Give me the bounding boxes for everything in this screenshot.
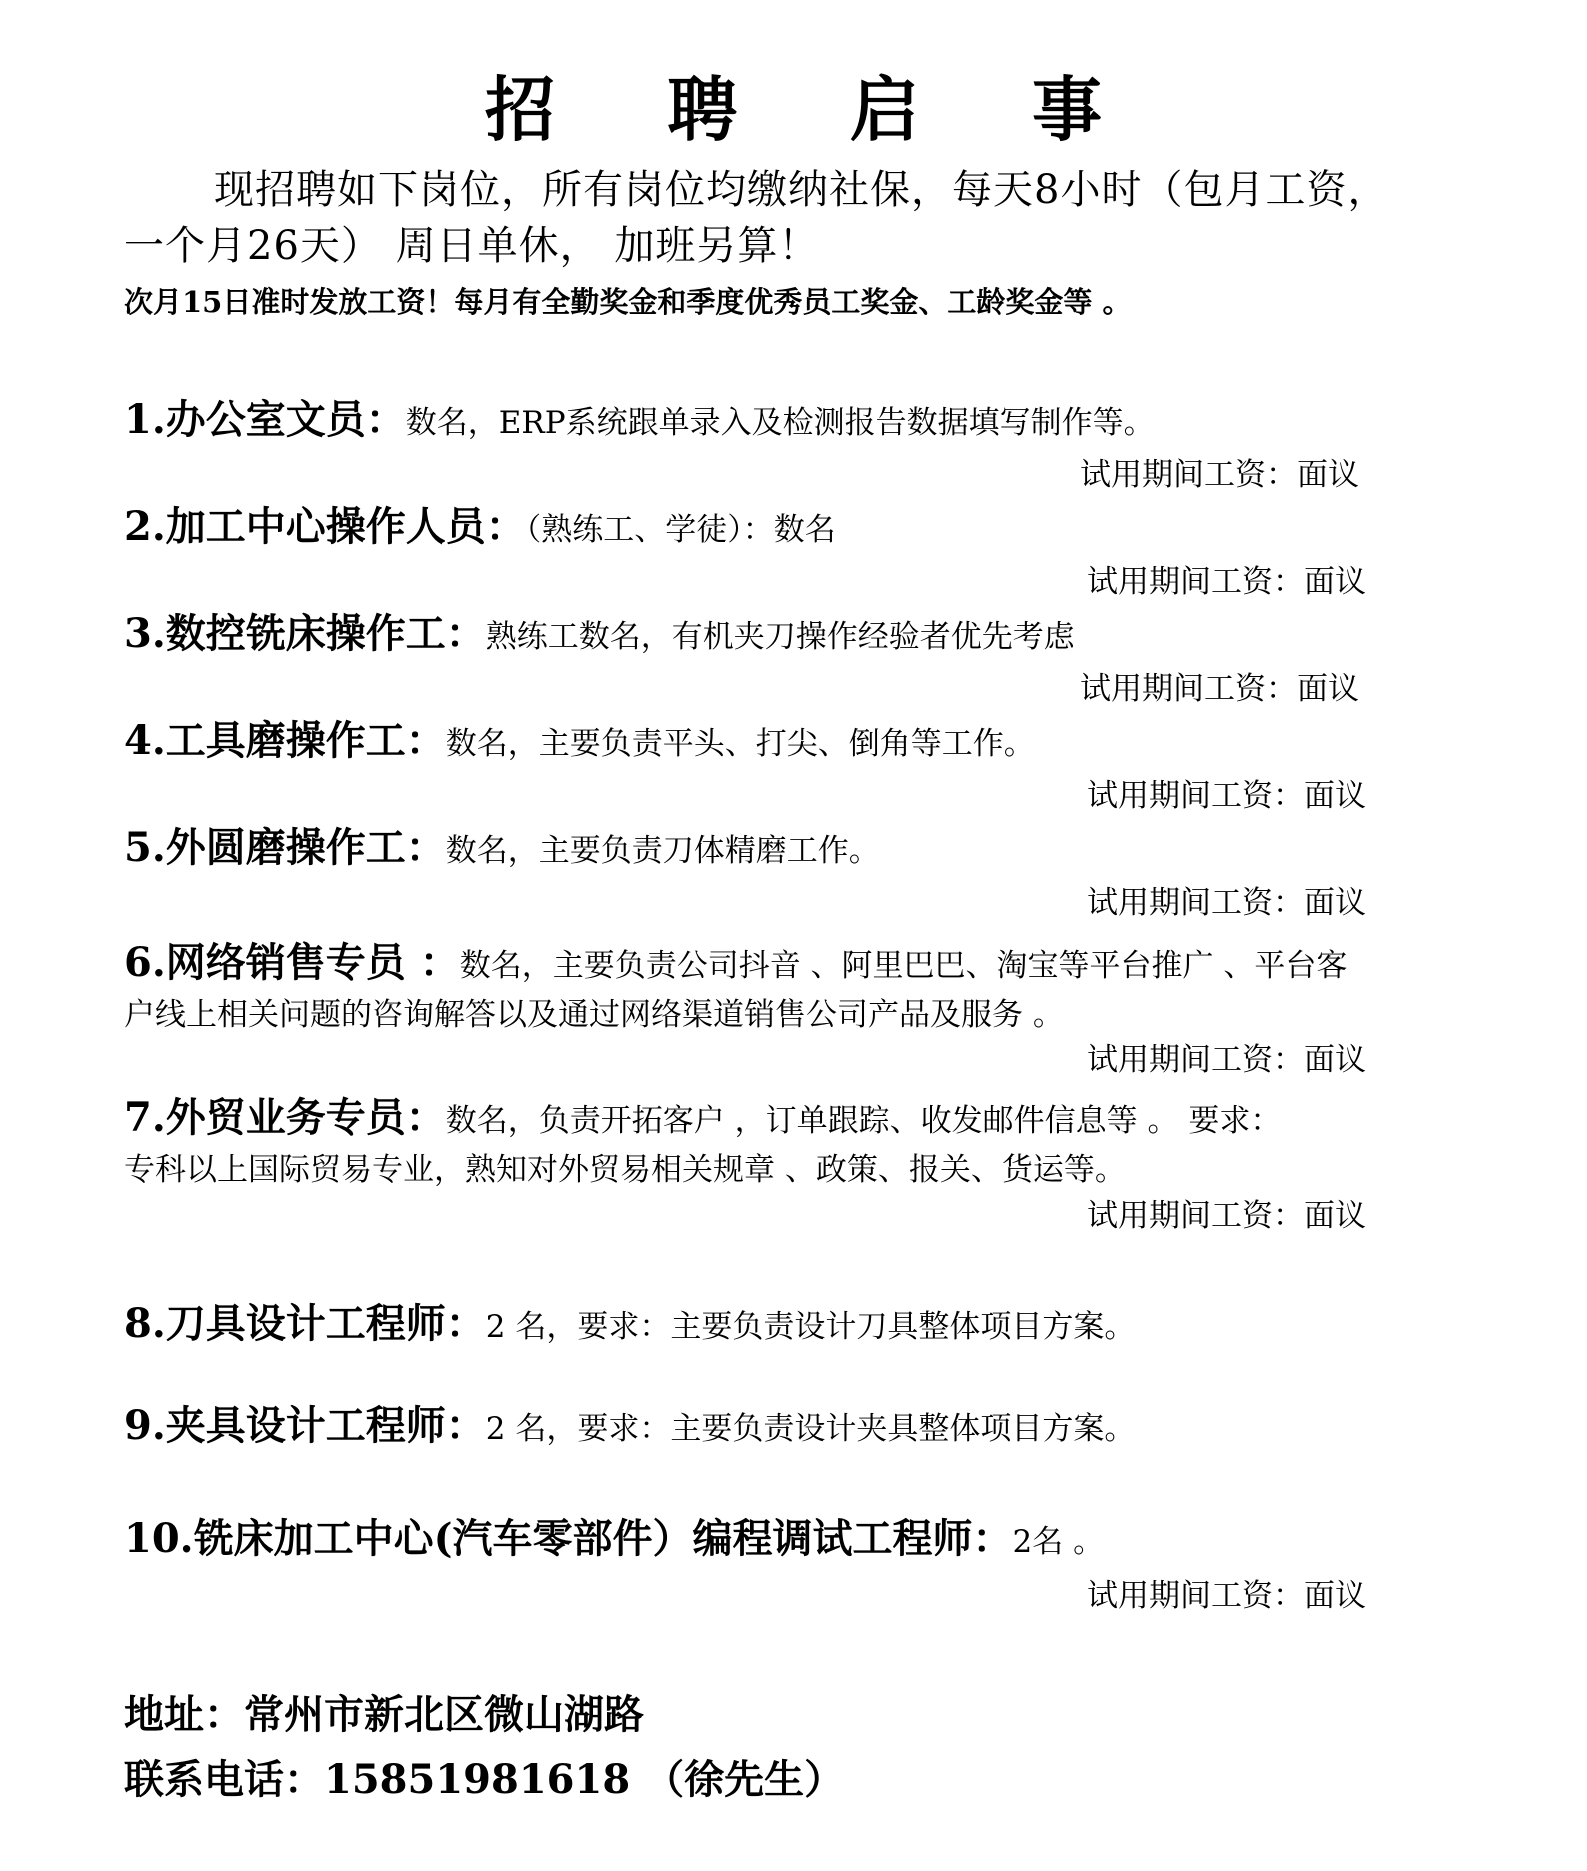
job-item-2 — [124, 500, 1434, 557]
job-description: （熟练工、学徒）：数名 — [525, 512, 836, 548]
job-title: 工具磨操作工： — [165, 717, 446, 764]
job-item-5 — [124, 821, 1434, 878]
job-number: 7. — [124, 1094, 166, 1141]
job-description: 数名，ERP系统跟单录入及检测报告数据填写制作等。 — [405, 405, 1155, 441]
job-salary-10: 试用期间工资：面议 — [1087, 1578, 1366, 1614]
job-heading — [124, 393, 1434, 450]
job-salary-5: 试用期间工资：面议 — [1087, 885, 1366, 921]
job-salary-7: 试用期间工资：面议 — [1087, 1198, 1366, 1234]
job-heading — [124, 607, 1434, 664]
job-description-continued: 户线上相关问题的咨询解答以及通过网络渠道销售公司产品及服务 。 — [124, 997, 1064, 1033]
job-description: 2 名，要求：主要负责设计夹具整体项目方案。 — [485, 1411, 1136, 1447]
job-salary-6: 试用期间工资：面议 — [1087, 1042, 1366, 1078]
job-heading — [124, 936, 1434, 993]
job-description: 2 名，要求：主要负责设计刀具整体项目方案。 — [485, 1309, 1136, 1345]
job-title: 外圆磨操作工： — [165, 824, 446, 871]
job-title: 网络销售专员 ： — [165, 939, 460, 986]
intro-pay-note: 次月15日准时发放工资！每月有全勤奖金和季度优秀员工奖金、工龄奖金等 。 — [124, 285, 1132, 319]
job-item-4 — [124, 714, 1434, 771]
job-item-1 — [124, 393, 1434, 450]
job-number: 2. — [124, 503, 166, 550]
job-description: 熟练工数名，有机夹刀操作经验者优先考虑 — [485, 619, 1075, 655]
job-number: 5. — [124, 824, 166, 871]
job-description: 数名，负责开拓客户 ，订单跟踪、收发邮件信息等 。 要求： — [445, 1103, 1282, 1139]
job-heading — [124, 1512, 1434, 1569]
job-heading — [124, 821, 1434, 878]
job-description-continued: 专科以上国际贸易专业，熟知对外贸易相关规章 、政策、报关、货运等。 — [124, 1152, 1126, 1188]
job-number: 9. — [124, 1402, 166, 1449]
job-number: 10. — [124, 1515, 194, 1562]
job-number: 8. — [124, 1300, 166, 1347]
job-heading — [124, 1399, 1434, 1456]
job-salary-4: 试用期间工资：面议 — [1087, 778, 1366, 814]
job-description: 数名，主要负责公司抖音 、阿里巴巴、淘宝等平台推广 、平台客 — [459, 948, 1348, 984]
job-title: 办公室文员： — [165, 396, 406, 443]
job-salary-2: 试用期间工资：面议 — [1087, 564, 1366, 600]
job-heading — [124, 500, 1434, 557]
job-item-6 — [124, 936, 1434, 1037]
job-salary-1: 试用期间工资：面议 — [1080, 457, 1359, 493]
job-title: 外贸业务专员： — [165, 1094, 446, 1141]
job-number: 4. — [124, 717, 166, 764]
job-number: 6. — [124, 939, 166, 986]
job-title: 刀具设计工程师： — [165, 1300, 486, 1347]
job-title: 夹具设计工程师： — [165, 1402, 486, 1449]
notice-title: 招 聘 启 事 — [484, 68, 1147, 151]
job-title: 铣床加工中心(汽车零部件）编程调试工程师： — [193, 1515, 1013, 1562]
job-description: 数名，主要负责刀体精磨工作。 — [445, 833, 880, 869]
job-heading — [124, 1091, 1434, 1148]
contact-phone: 联系电话：15851981618 （徐先生） — [124, 1756, 845, 1803]
job-description: 2名 。 — [1012, 1524, 1105, 1560]
job-item-9 — [124, 1399, 1434, 1456]
job-title: 加工中心操作人员： — [165, 503, 526, 550]
job-number: 3. — [124, 610, 166, 657]
job-item-3 — [124, 607, 1434, 664]
contact-address: 地址：常州市新北区微山湖路 — [124, 1691, 644, 1738]
job-heading — [124, 1297, 1434, 1354]
job-item-8 — [124, 1297, 1434, 1354]
job-item-7 — [124, 1091, 1434, 1192]
job-heading — [124, 714, 1434, 771]
job-number: 1. — [124, 396, 166, 443]
job-item-10 — [124, 1512, 1434, 1569]
job-salary-3: 试用期间工资：面议 — [1080, 671, 1359, 707]
job-description: 数名，主要负责平头、打尖、倒角等工作。 — [445, 726, 1035, 762]
intro-paragraph: 现招聘如下岗位，所有岗位均缴纳社保，每天8小时（包月工资，一个月26天） 周日单休， 加班另算！ — [124, 167, 1389, 269]
job-title: 数控铣床操作工： — [165, 610, 486, 657]
